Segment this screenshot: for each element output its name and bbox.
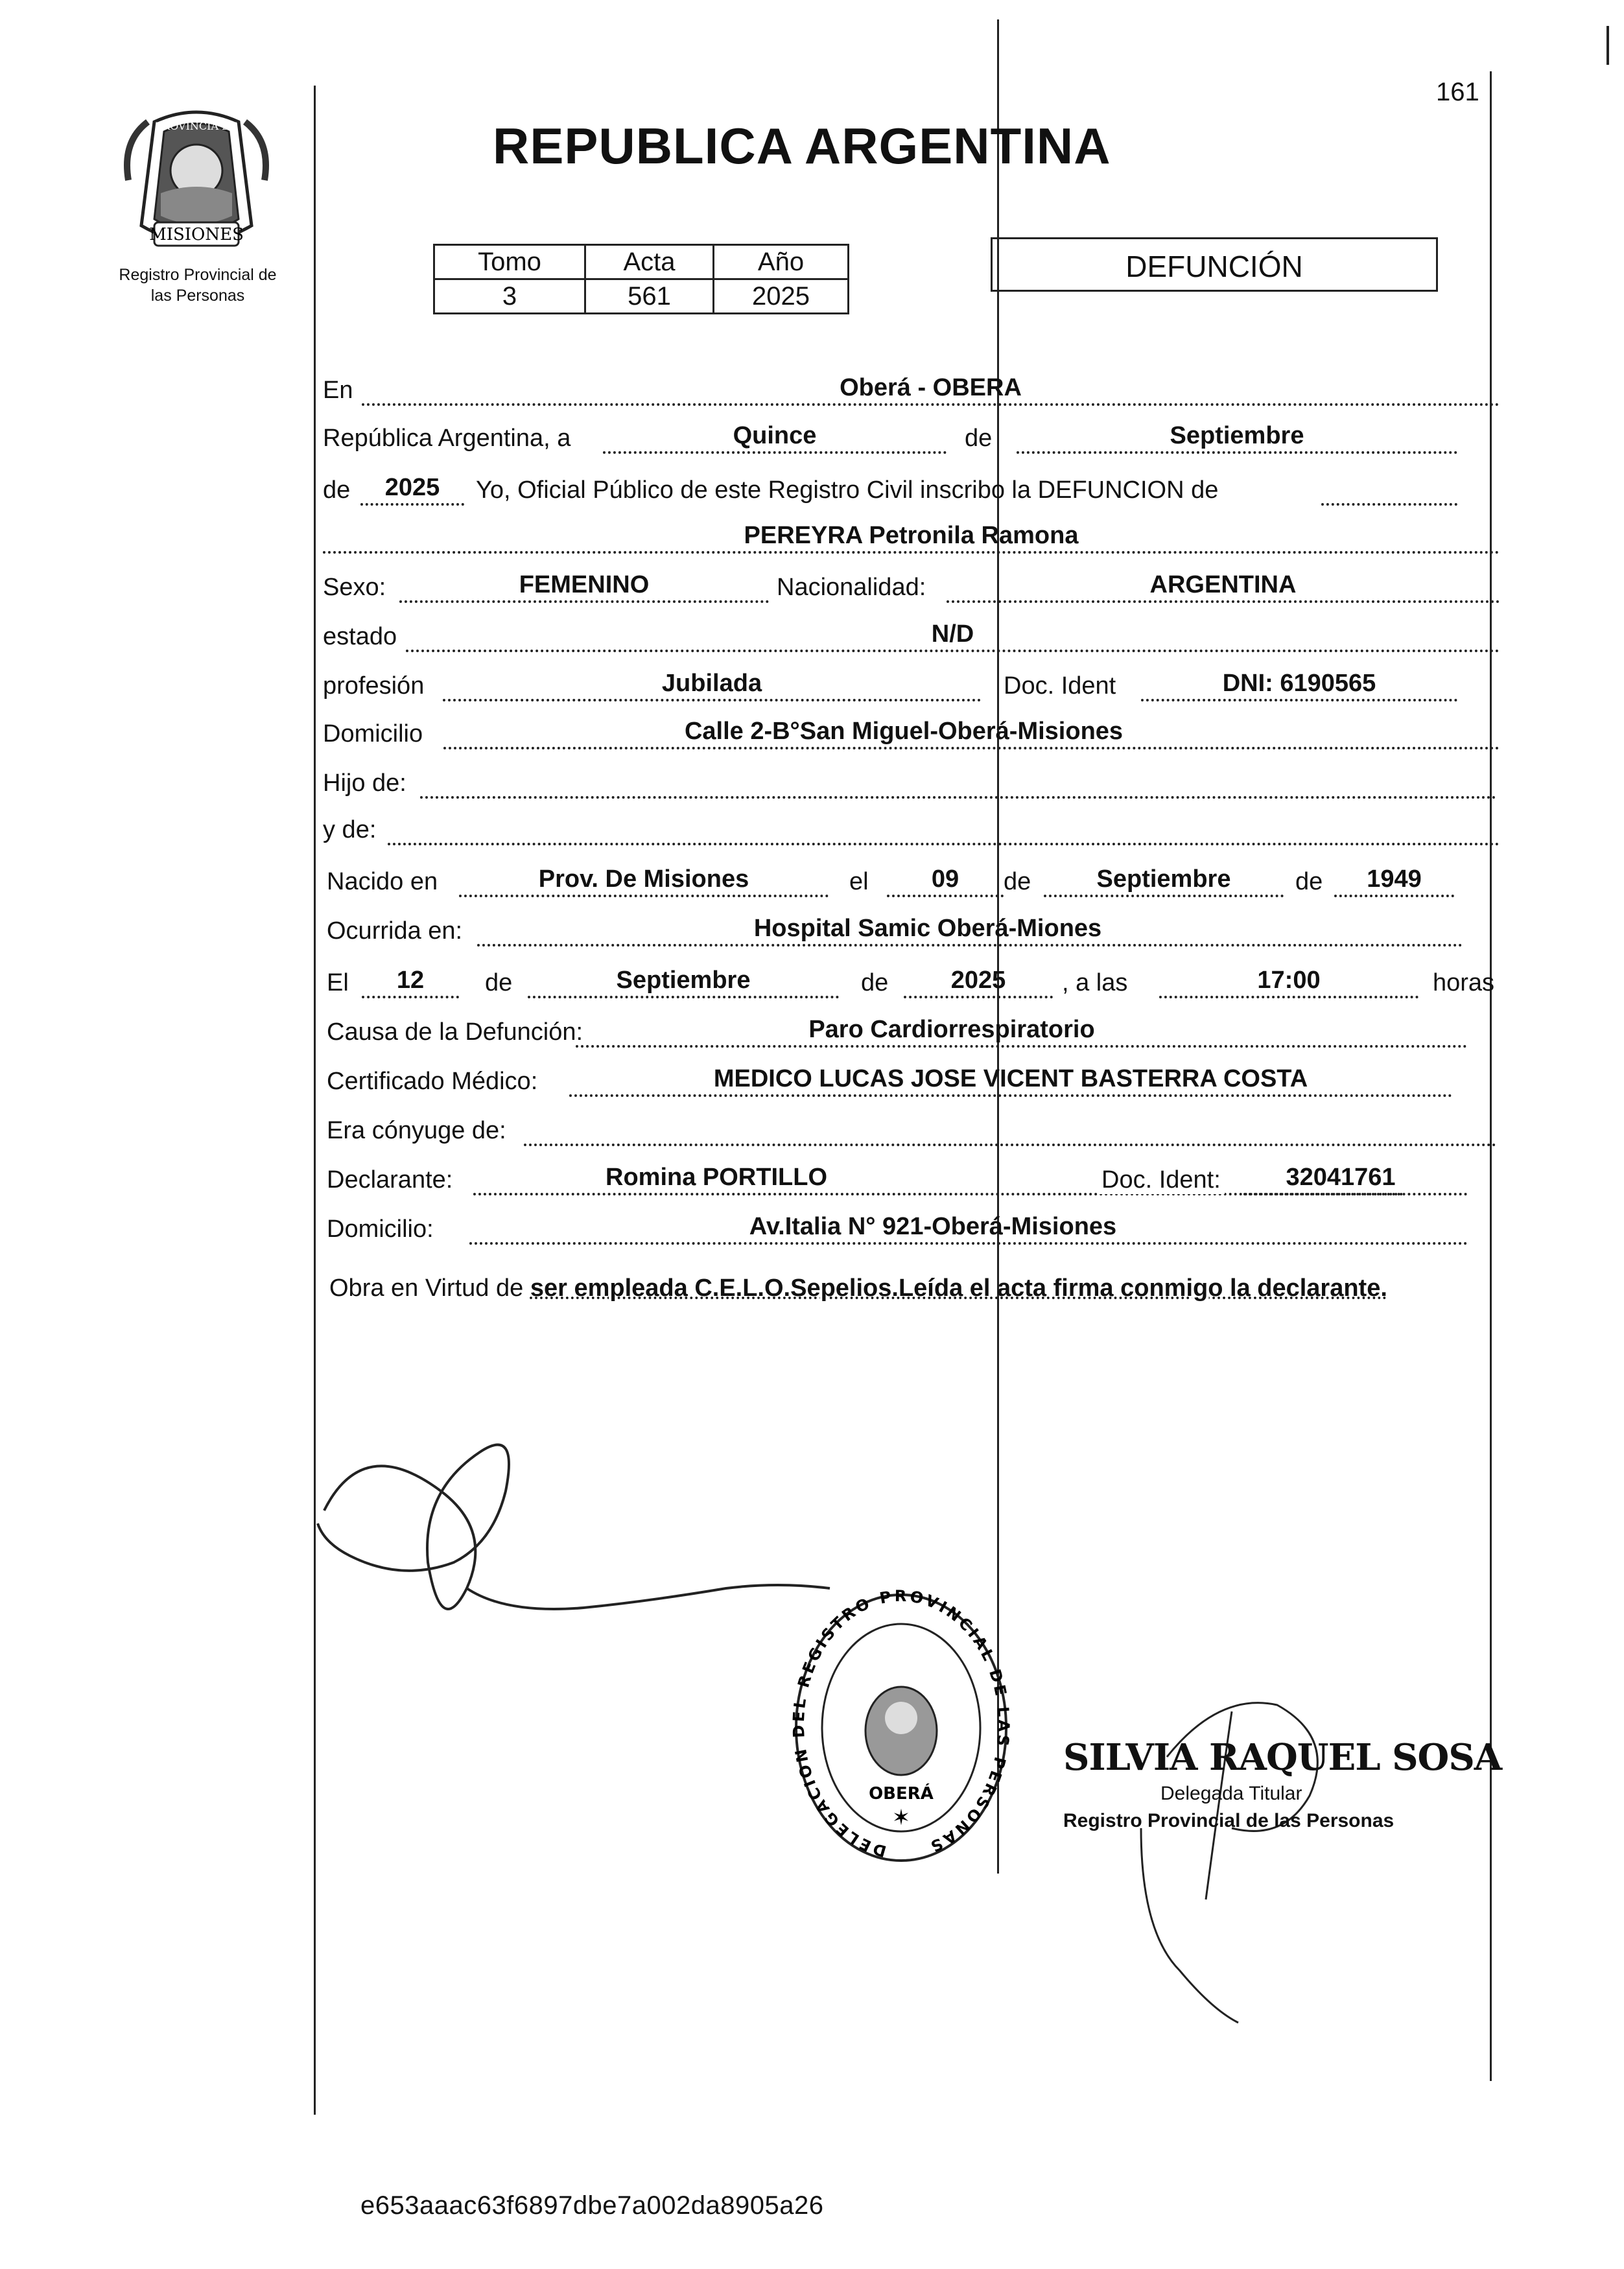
row-domicilio [323,708,1500,753]
logo-caption-line-2: las Personas [150,287,245,305]
row-hijo [323,757,1500,803]
doc-ident-value: DNI: 6190565 [1222,670,1376,697]
anio-header: Año [714,245,849,279]
profesion-line [443,699,981,701]
sexo-line [399,600,769,603]
yde-line [388,843,1500,845]
death-year: 2025 [950,967,1006,994]
document-hash: e653aaac63f6897dbe7a002da8905a26 [360,2191,824,2220]
nacionalidad-label: Nacionalidad: [777,574,926,601]
birth-month-line [1044,895,1284,897]
profesion-label: profesión [323,672,425,700]
nacido-line [459,895,829,897]
anio-value: 2025 [714,279,849,314]
row-conyuge [323,1105,1500,1150]
ocurrida-label: Ocurrida en: [327,917,463,945]
row-domicilio-declarante [323,1203,1500,1249]
hijo-label: Hijo de: [323,770,406,797]
obra-value: ser empleada C.E.L.O.Sepelios.Leída el acta firma conmigo la declarante. [530,1275,1387,1302]
left-margin-line [314,86,316,2115]
domicilio2-line [469,1242,1468,1245]
doc2-value: 32041761 [1286,1164,1396,1191]
death-day: 12 [396,967,425,994]
official-organization: Registro Provincial de las Personas [1063,1810,1395,1831]
row-causa [323,1006,1500,1052]
official-stamp [791,1588,1011,1867]
row-fecha-defuncion [323,957,1500,1002]
horas-label: horas [1433,969,1495,996]
doc-ident-label: Doc. Ident [1004,672,1116,700]
death-time-line [1159,996,1418,998]
nacido-label: Nacido en [327,868,438,895]
row-declarante [323,1154,1500,1199]
nacionalidad-value: ARGENTINA [1149,571,1297,598]
en-line [362,403,1500,406]
certificado-label: Certificado Médico: [327,1068,538,1095]
estado-label: estado [323,623,397,650]
doc-ident-line [1141,699,1457,701]
province-emblem [115,102,277,265]
row-fecha [323,412,1500,458]
emblem-bottom-text: MISIONES [149,225,244,244]
sexo-value: FEMENINO [519,571,650,598]
emblem-top-text: PROVINCIA DE [155,120,238,132]
tomo-header: Tomo [434,245,585,279]
de-label-4: de [1295,868,1323,895]
row-certificado [323,1055,1500,1101]
stamp-city-text: OBERÁ [869,1784,934,1804]
conyuge-label: Era cónyuge de: [327,1117,506,1144]
oficial-text: Yo, Oficial Público de este Registro Civil inscribo la DEFUNCION de [476,476,1219,504]
birth-year: 1949 [1367,865,1422,893]
nacido-value: Prov. De Misiones [538,865,749,893]
page-title: REPUBLICA ARGENTINA [493,117,1111,174]
row-ocurrida [323,905,1500,950]
official-role: Delegada Titular [1160,1783,1302,1804]
tomo-value: 3 [434,279,585,314]
month-value: Septiembre [1170,422,1304,449]
de-label-2: de [323,476,351,504]
domicilio-value: Calle 2-B°San Miguel-Oberá-Misiones [684,718,1124,745]
obra-label: Obra en Virtud de [329,1275,524,1302]
profesion-value: Jubilada [661,670,762,697]
day-line [603,451,947,454]
causa-value: Paro Cardiorrespiratorio [808,1016,1095,1043]
official-signature-stroke [1102,1608,1426,2075]
row-profesion [323,660,1500,705]
logo-caption-line-1: Registro Provincial de [119,266,277,284]
year-line [360,503,464,506]
ocurrida-value: Hospital Samic Oberá-Miones [753,915,1102,942]
row-estado [323,611,1500,656]
doc2-line [1243,1193,1467,1195]
estado-value: N/D [931,620,974,648]
republica-label: República Argentina, a [323,425,571,452]
death-day-line [362,996,459,998]
row-name [323,512,1500,558]
de-label-5: de [485,969,513,996]
ocurrida-line [477,944,1463,946]
row-sexo [323,561,1500,607]
sexo-label: Sexo: [323,574,386,601]
domicilio-line [443,747,1500,749]
en-value: Oberá - OBERA [840,374,1022,401]
obra-paragraph [329,1269,1496,1307]
record-type-box: DEFUNCIÓN [991,237,1438,292]
certificado-line [569,1094,1452,1097]
birth-day: 09 [931,865,959,893]
svg-text:✶: ✶ [891,1805,911,1831]
edge-mark [1606,26,1609,65]
domicilio-label: Domicilio [323,720,423,747]
domicilio2-label: Domicilio: [327,1216,434,1243]
de-label-1: de [965,425,993,452]
de-label-6: de [861,969,889,996]
death-month: Septiembre [616,967,751,994]
declarante-label: Declarante: [327,1166,453,1193]
death-year-line [904,996,1053,998]
row-nacido [323,856,1500,901]
nacionalidad-line [947,600,1500,603]
yde-label: y de: [323,816,377,843]
el-label: el [849,868,869,895]
de-label-3: de [1004,868,1031,895]
name-line [323,551,1500,554]
year-value: 2025 [384,474,440,501]
acta-value: 561 [585,279,714,314]
page-number: 161 [1436,78,1479,106]
row-yde [323,804,1500,849]
official-name: SILVIA RAQUEL SOSA [1063,1736,1502,1779]
death-month-line [528,996,839,998]
row-en [323,364,1500,410]
oficial-line [1321,503,1457,506]
declarante-value: Romina PORTILLO [606,1164,827,1191]
estado-line [406,650,1500,652]
day-value: Quince [733,422,817,449]
doc2-label: Doc. Ident: [1098,1166,1225,1194]
acta-header: Acta [585,245,714,279]
en-label: En [323,377,353,404]
month-line [1017,451,1457,454]
conyuge-line [524,1144,1496,1146]
row-oficial [323,464,1500,510]
birth-month: Septiembre [1096,865,1231,893]
birth-year-line [1334,895,1454,897]
death-time: 17:00 [1257,967,1321,994]
domicilio2-value: Av.Italia N° 921-Oberá-Misiones [749,1213,1117,1240]
birth-day-line [887,895,1004,897]
el2-label: El [327,969,349,996]
hijo-line [420,796,1496,799]
record-table [433,244,849,314]
causa-label: Causa de la Defunción: [327,1018,583,1046]
certificado-value: MEDICO LUCAS JOSE VICENT BASTERRA COSTA [713,1065,1308,1092]
deceased-name: PEREYRA Petronila Ramona [744,522,1079,549]
causa-line [576,1045,1467,1048]
logo-caption [91,265,305,306]
stamp-ring-text: DELEGACION DEL REGISTRO PROVINCIAL DE LAS PERSONAS [791,1588,1011,1861]
alas-label: , a las [1062,969,1128,996]
